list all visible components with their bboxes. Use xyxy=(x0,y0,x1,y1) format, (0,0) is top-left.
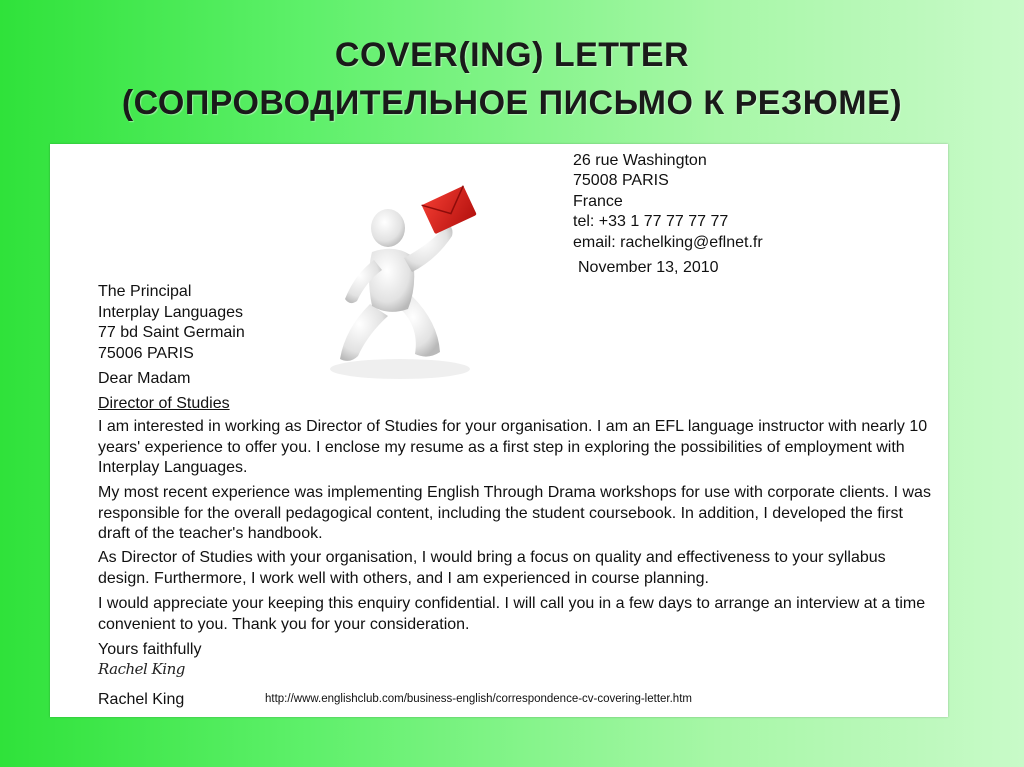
body-paragraph-2: My most recent experience was implementing English Through Drama workshops for use with corporate clients. I was responsible for the overall pedagogical content, including the student coursebook. In addition, I developed the first draft of the teacher's handbook. xyxy=(98,484,931,542)
letter-date: November 13, 2010 xyxy=(578,259,719,276)
recipient-line-1: The Principal xyxy=(98,283,192,300)
sender-tel: tel: +33 1 77 77 77 77 xyxy=(573,213,729,230)
sender-street: 26 rue Washington xyxy=(573,152,707,169)
sender-name: Rachel King xyxy=(98,691,185,708)
sender-country: France xyxy=(573,193,623,210)
salutation: Dear Madam xyxy=(98,370,191,387)
body-paragraph-3: As Director of Studies with your organisation, I would bring a focus on quality and effectiveness to your syllabus design. Furthermore, I work well with others, and I am experienced in course planning. xyxy=(98,549,886,587)
recipient-line-2: Interplay Languages xyxy=(98,304,243,321)
handwritten-signature: Rachel King xyxy=(98,660,185,678)
recipient-line-4: 75006 PARIS xyxy=(98,345,194,362)
figure-with-envelope-illustration xyxy=(300,164,490,394)
body-paragraph-1: I am interested in working as Director of Studies for your organisation. I am an EFL language instructor with nearly 10 years' experience to offer you. I enclose my resume as a first step in exploring the possibilities of employment with Interplay Languages. xyxy=(98,418,928,476)
slide-title: COVER(ING) LETTER xyxy=(334,36,690,74)
slide-subtitle: (СОПРОВОДИТЕЛЬНОЕ ПИСЬМО К РЕЗЮМЕ) xyxy=(121,84,903,122)
letter-sheet xyxy=(50,144,948,717)
sender-email: email: rachelking@eflnet.fr xyxy=(573,234,763,251)
closing: Yours faithfully xyxy=(98,641,202,658)
source-url: http://www.englishclub.com/business-english/correspondence-cv-covering-letter.htm xyxy=(265,693,692,705)
body-paragraph-4: I would appreciate your keeping this enquiry confidential. I will call you in a few days to arrange an interview at a time convenient to you. Thank you for your consideration. xyxy=(98,595,926,633)
subject-line: Director of Studies xyxy=(98,395,230,412)
sender-city: 75008 PARIS xyxy=(573,172,669,189)
recipient-line-3: 77 bd Saint Germain xyxy=(98,324,245,341)
